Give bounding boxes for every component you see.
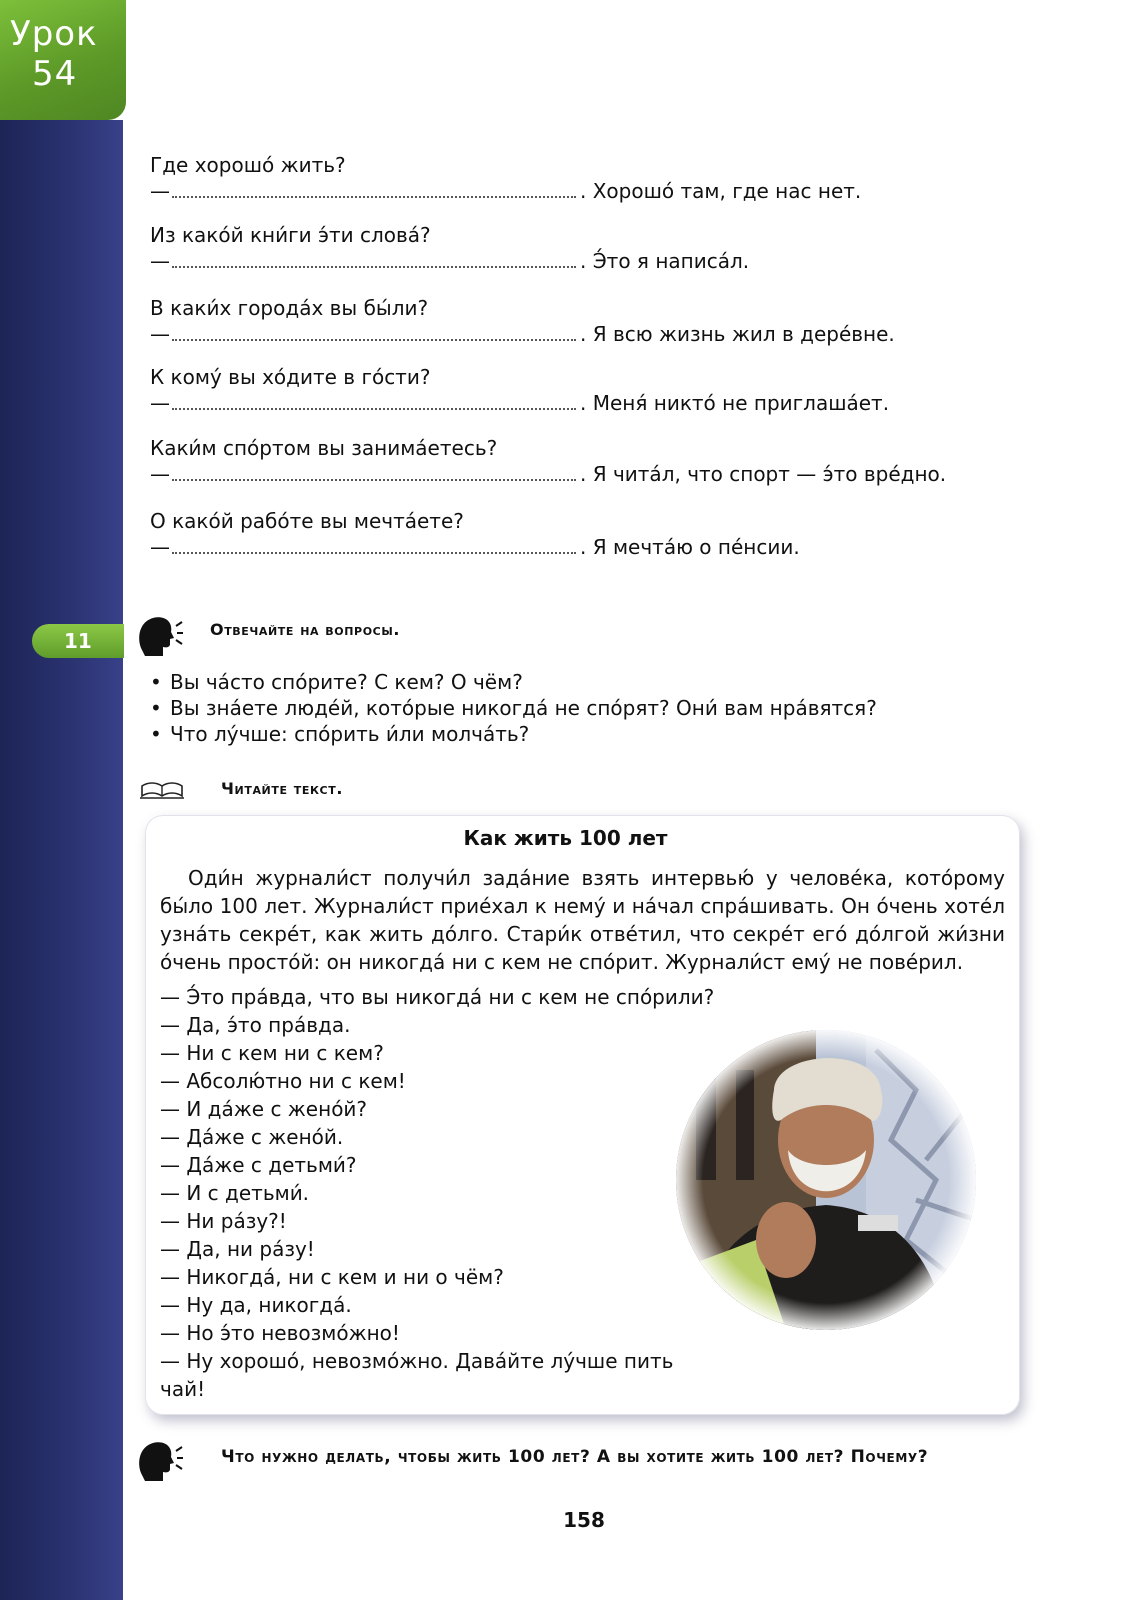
qa-answer-line bbox=[150, 461, 1070, 487]
answer-blank[interactable] bbox=[172, 256, 576, 268]
qa-answer: . Я всю жизнь жил в дере́вне. bbox=[580, 322, 895, 346]
qa-pair bbox=[150, 364, 1070, 416]
answer-blank[interactable] bbox=[172, 542, 576, 554]
list-item bbox=[150, 669, 1050, 695]
list-item bbox=[150, 721, 1050, 747]
bullet-text: Что лу́чше: спо́рить и́ли молча́ть? bbox=[170, 722, 530, 746]
answer-blank[interactable] bbox=[172, 186, 576, 198]
speaking-head-icon bbox=[135, 1437, 185, 1487]
story-paragraph: Оди́н журнали́ст получи́л зада́ние взять интервью́ у челове́ка, кото́рому бы́ло 100 лет. Журнали́ст прие́хал к нему́ и на́чал спра́шивать. Он о́чень хоте́л узна́ть секре́т, как жить до́лго. Стари́к отве́тил, что секре́т его́ до́лгой жи́зни о́чень просто́й: он никогда́ ни с кем не спо́рит. Журнали́ст ему́ не пове́рил. bbox=[160, 866, 1005, 974]
qa-pair bbox=[150, 295, 1070, 347]
dash: — bbox=[150, 179, 170, 203]
qa-answer-line bbox=[150, 534, 1070, 560]
qa-question: О како́й рабо́те вы мечта́ете? bbox=[150, 509, 464, 533]
bullet-text: Вы ча́сто спо́рите? С кем? О чём? bbox=[170, 670, 523, 694]
dash: — bbox=[150, 322, 170, 346]
qa-question: К кому́ вы хо́дите в го́сти? bbox=[150, 365, 431, 389]
qa-answer-line bbox=[150, 178, 1070, 204]
answer-blank[interactable] bbox=[172, 469, 576, 481]
dialog-line: — Но э́то невозмо́жно! bbox=[160, 1321, 400, 1345]
qa-answer-line bbox=[150, 321, 1070, 347]
bullet: • bbox=[150, 696, 162, 720]
qa-question: В каки́х города́х вы бы́ли? bbox=[150, 296, 429, 320]
qa-answer-line bbox=[150, 390, 1070, 416]
qa-answer: . Я мечта́ю о пе́нсии. bbox=[580, 535, 800, 559]
dialog-line: — Э́то пра́вда, что вы никогда́ ни с кем не спо́рили? bbox=[160, 985, 715, 1009]
qa-answer: . Э́то я написа́л. bbox=[580, 249, 750, 273]
open-book-icon bbox=[140, 780, 184, 800]
old-man-photo bbox=[676, 1030, 976, 1330]
page-number: 158 bbox=[563, 1508, 605, 1532]
qa-answer-line bbox=[150, 248, 1070, 274]
dialog-line: — И с детьми́. bbox=[160, 1181, 310, 1205]
answer-blank[interactable] bbox=[172, 398, 576, 410]
qa-pair bbox=[150, 222, 1070, 274]
dash: — bbox=[150, 391, 170, 415]
dash: — bbox=[150, 535, 170, 559]
dialog-line: — Ну да, никогда́. bbox=[160, 1293, 352, 1317]
dialog-line: — И да́же с жено́й? bbox=[160, 1097, 368, 1121]
bullet-text: Вы зна́ете люде́й, кото́рые никогда́ не спо́рят? Они́ вам нра́вятся? bbox=[170, 696, 877, 720]
lesson-label: Урок bbox=[10, 14, 98, 54]
dialog-line: — Ну хорошо́, невозмо́жно. Дава́йте лу́чше пить чай! bbox=[160, 1349, 674, 1401]
speaking-head-icon bbox=[135, 612, 185, 662]
story-dialog bbox=[160, 983, 720, 1401]
sidebar-band bbox=[0, 120, 123, 1600]
dialog-line: — Да́же с детьми́? bbox=[160, 1153, 357, 1177]
qa-answer: . Меня́ никто́ не приглаша́ет. bbox=[580, 391, 890, 415]
lesson-tab bbox=[0, 0, 126, 120]
dialog-line: — Ни с кем ни с кем? bbox=[160, 1041, 384, 1065]
dialog-line: — Да́же с жено́й. bbox=[160, 1125, 344, 1149]
qa-question: Где хорошо́ жить? bbox=[150, 153, 346, 177]
instruction-read: Читайте текст. bbox=[221, 779, 344, 798]
dialog-line: — Да, ни ра́зу! bbox=[160, 1237, 315, 1261]
dash: — bbox=[150, 462, 170, 486]
dialog-line: — Никогда́, ни с кем и ни о чём? bbox=[160, 1265, 504, 1289]
bullet: • bbox=[150, 722, 162, 746]
lesson-number: 54 bbox=[32, 54, 78, 94]
list-item bbox=[150, 695, 1050, 721]
story-title: Как жить 100 лет bbox=[463, 826, 668, 850]
bullet-list bbox=[150, 669, 1050, 747]
answer-blank[interactable] bbox=[172, 329, 576, 341]
dash: — bbox=[150, 249, 170, 273]
bullet: • bbox=[150, 670, 162, 694]
dialog-line: — Ни ра́зу?! bbox=[160, 1209, 287, 1233]
qa-question: Из како́й кни́ги э́ти слова́? bbox=[150, 223, 431, 247]
qa-question: Каки́м спо́ртом вы занима́етесь? bbox=[150, 436, 498, 460]
instruction-answer: Отвечайте на вопросы. bbox=[210, 620, 400, 639]
qa-pair bbox=[150, 435, 1070, 487]
qa-answer: . Хорошо́ там, где нас нет. bbox=[580, 179, 862, 203]
final-question: Что нужно делать, чтобы жить 100 лет? А вы хотите жить 100 лет? Почему? bbox=[221, 1447, 929, 1467]
qa-pair bbox=[150, 152, 1070, 204]
exercise-number-badge: 11 bbox=[32, 624, 124, 658]
dialog-line: — Да, э́то пра́вда. bbox=[160, 1013, 351, 1037]
qa-pair bbox=[150, 508, 1070, 560]
dialog-line: — Абсолю́тно ни с кем! bbox=[160, 1069, 406, 1093]
qa-answer: . Я чита́л, что спорт — э́то вре́дно. bbox=[580, 462, 947, 486]
